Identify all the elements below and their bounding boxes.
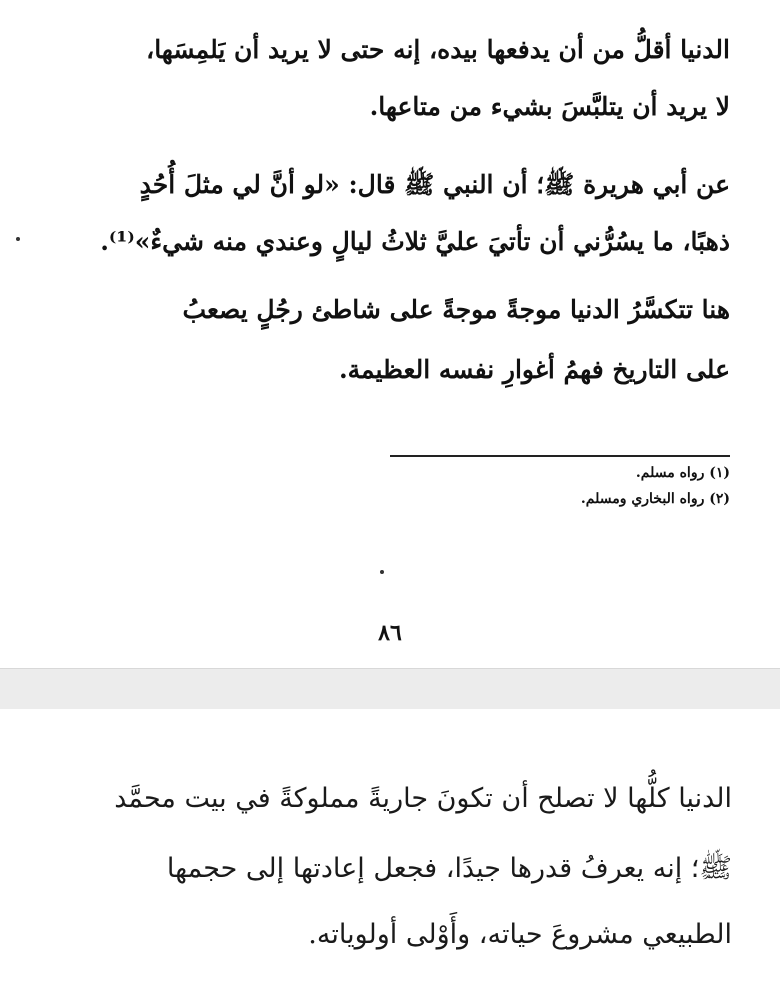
margin-dot (16, 237, 20, 241)
text-line-6: على التاريخ فهمُ أغوارِ نفسه العظيمة. (338, 355, 730, 384)
footnote-1: (١) رواه مسلم. (635, 465, 730, 481)
footnote-separator (390, 455, 730, 457)
book-page-next (0, 709, 780, 985)
text-line-3: عن أبي هريرة ﷺ؛ أن النبي ﷺ قال: «لو أنَّ لي مثلَ أُحُدٍ (139, 170, 730, 199)
footnote-2: (٢) رواه البخاري ومسلم. (580, 491, 730, 507)
text-line-2: ﷺ؛ إنه يعرفُ قدرها جيدًا، فجعل إعادتها إلى حجمها (166, 853, 732, 884)
text-line-3: الطبيعي مشروعَ حياته، وأَوْلى أولوياته. (308, 919, 732, 950)
page-divider (0, 668, 780, 710)
page-number: ٨٦ (378, 620, 402, 646)
text-line-1: الدنيا أقلُّ من أن يدفعها بيده، إنه حتى لا يريد أن يَلمِسَها، (146, 35, 730, 64)
text-line-5: هنا تتكسَّرُ الدنيا موجةً موجةً على شاطئ رجُلٍ يصعبُ (182, 295, 730, 324)
text-line-2: لا يريد أن يتلبَّسَ بشيء من متاعها. (369, 92, 730, 121)
text-line-4: ذهبًا، ما يسُرُّني أن تأتيَ عليَّ ثلاثُ ليالٍ وعندي منه شيءٌ»⁽¹⁾. (100, 227, 730, 256)
text-line-1: الدنيا كلُّها لا تصلح أن تكونَ جاريةً مملوكةً في بيت محمَّد (114, 783, 732, 814)
margin-dot (380, 570, 384, 574)
